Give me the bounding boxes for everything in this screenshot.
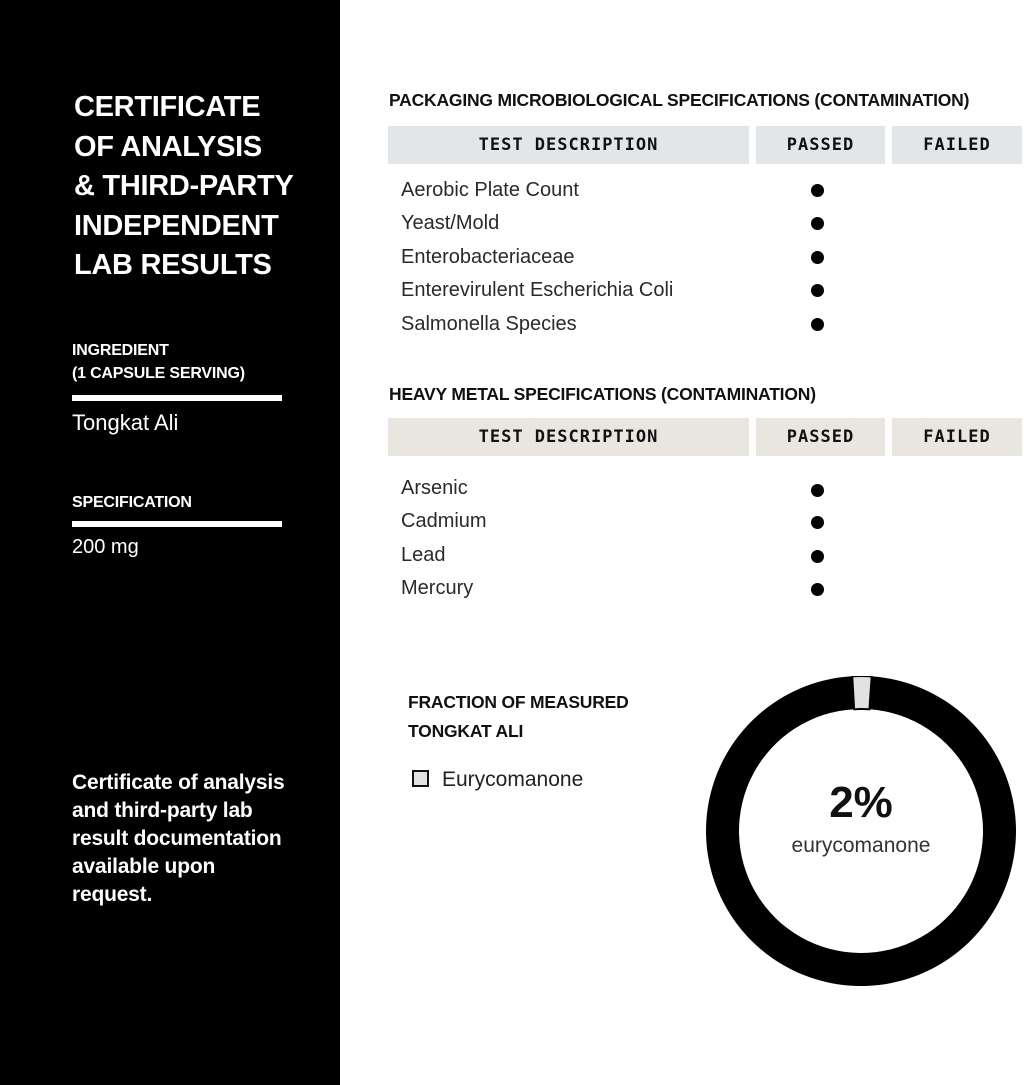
test-name: Mercury	[401, 577, 474, 599]
availability-note	[72, 769, 322, 909]
table-row	[388, 174, 1022, 206]
passed-indicator	[811, 484, 824, 497]
certificate-title-line: INDEPENDENT	[74, 209, 279, 242]
column-header-test-description: TEST DESCRIPTION	[388, 418, 749, 456]
test-name: Yeast/Mold	[401, 212, 500, 234]
column-header-passed: PASSED	[756, 126, 885, 164]
table-row	[388, 207, 1022, 239]
test-name: Cadmium	[401, 510, 487, 532]
table-row	[388, 274, 1022, 306]
microbiological-table-header	[388, 126, 1022, 164]
column-header-failed: FAILED	[892, 418, 1022, 456]
test-name: Aerobic Plate Count	[401, 179, 579, 201]
passed-indicator	[811, 284, 824, 297]
availability-note-line: and third-party lab	[72, 799, 253, 822]
passed-indicator	[811, 550, 824, 563]
certificate-title-line: & THIRD-PARTY	[74, 170, 294, 202]
specification-label-line: SPECIFICATION	[72, 494, 192, 511]
passed-indicator	[811, 217, 824, 230]
passed-indicator	[811, 583, 824, 596]
passed-indicator	[811, 318, 824, 331]
donut-slice-eurycomanone	[852, 676, 871, 709]
test-name: Salmonella Species	[401, 313, 577, 335]
passed-indicator	[811, 516, 824, 529]
donut-slice-remainder	[706, 676, 1016, 986]
table-row	[388, 539, 1022, 571]
donut-center-value: 2%	[829, 778, 893, 827]
sidebar	[0, 0, 340, 1085]
fraction-chart-title	[408, 688, 629, 746]
fraction-title-line: FRACTION OF MEASURED	[408, 692, 629, 712]
certificate-title-line: OF ANALYSIS	[74, 130, 262, 163]
certificate-title-line: CERTIFICATE	[74, 91, 261, 123]
availability-note-line: available upon	[72, 855, 216, 878]
test-name: Lead	[401, 544, 446, 566]
certificate-title	[74, 88, 324, 286]
heavy-metal-section-title: HEAVY METAL SPECIFICATIONS (CONTAMINATION)	[389, 384, 816, 404]
availability-note-line: result documentation	[72, 827, 282, 850]
availability-note-line: request.	[72, 883, 153, 906]
table-row	[388, 505, 1022, 537]
test-name: Arsenic	[401, 477, 468, 499]
ingredient-divider	[72, 395, 282, 401]
ingredient-label-line: INGREDIENT	[72, 342, 169, 359]
table-row	[388, 472, 1022, 504]
test-name: Enterobacteriaceae	[401, 246, 575, 268]
donut-center-label: eurycomanone	[791, 834, 931, 857]
ingredient-label	[72, 339, 292, 385]
specification-label	[72, 491, 292, 514]
legend-swatch-eurycomanone	[412, 770, 429, 787]
table-row	[388, 241, 1022, 273]
passed-indicator	[811, 184, 824, 197]
passed-indicator	[811, 251, 824, 264]
microbiological-section-title: PACKAGING MICROBIOLOGICAL SPECIFICATIONS (CONTAMINATION)	[389, 90, 970, 110]
table-row	[388, 308, 1022, 340]
legend-label-eurycomanone: Eurycomanone	[442, 768, 584, 791]
test-name: Enterevirulent Escherichia Coli	[401, 279, 674, 301]
certificate-title-line: LAB RESULTS	[74, 249, 272, 281]
column-header-test-description: TEST DESCRIPTION	[388, 126, 749, 164]
availability-note-line: Certificate of analysis	[72, 771, 285, 794]
column-header-failed: FAILED	[892, 126, 1022, 164]
specification-divider	[72, 521, 282, 527]
column-header-passed: PASSED	[756, 418, 885, 456]
heavy-metal-table-header	[388, 418, 1022, 456]
table-row	[388, 572, 1022, 604]
donut-chart	[706, 676, 1016, 986]
ingredient-value: Tongkat Ali	[72, 410, 179, 435]
fraction-title-line: TONGKAT ALI	[408, 721, 524, 741]
donut-chart-svg	[706, 676, 1016, 986]
specification-value: 200 mg	[72, 536, 139, 558]
ingredient-label-line: (1 CAPSULE SERVING)	[72, 365, 245, 382]
